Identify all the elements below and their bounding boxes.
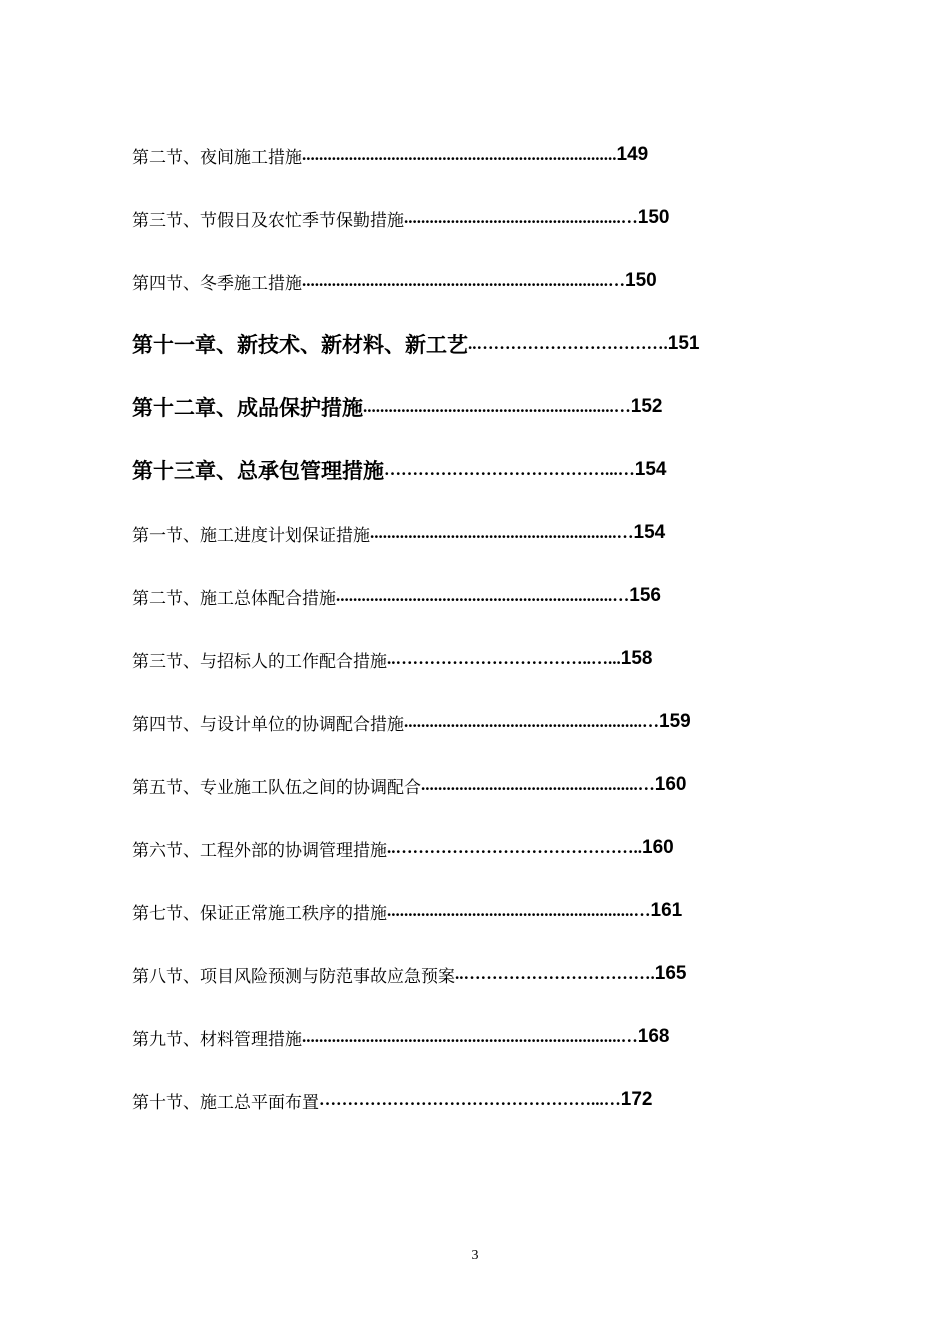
toc-entry-page: 165 <box>654 963 687 984</box>
toc-entry-leader: ...........................................................................… <box>302 1027 638 1046</box>
toc-entry-page: 156 <box>629 585 661 606</box>
toc-entry-title: 第十三章、总承包管理措施 <box>132 459 384 483</box>
toc-entry-page: 158 <box>620 648 653 669</box>
toc-entry-page: 151 <box>667 333 700 354</box>
toc-entry-leader: ........................................................… <box>404 712 659 731</box>
toc-entry[interactable] <box>132 581 661 611</box>
toc-entry-leader: ........................................................................… <box>302 271 625 290</box>
toc-entry-title: 第四节、冬季施工措施 <box>132 273 302 294</box>
toc-entry-page: 161 <box>650 900 683 921</box>
toc-entry[interactable] <box>132 896 682 926</box>
toc-entry-leader: …………………………………………...… <box>319 1090 621 1109</box>
toc-entry-page: 152 <box>630 396 663 417</box>
page-number: 3 <box>471 1248 479 1263</box>
toc-entry[interactable] <box>132 707 691 737</box>
toc-entry-title: 第六节、工程外部的协调管理措施 <box>132 840 387 861</box>
toc-entry-leader: .................................................................… <box>336 586 630 605</box>
toc-entry-title: 第二节、施工总体配合措施 <box>132 588 336 609</box>
toc-entry-title: 第九节、材料管理措施 <box>132 1029 302 1050</box>
toc-entry-leader: ..........................................................… <box>370 523 634 542</box>
toc-entry-title: 第四节、与设计单位的协调配合措施 <box>132 714 404 735</box>
toc-entry-title: 第八节、项目风险预测与防范事故应急预案 <box>132 966 455 987</box>
toc-entry-page: 159 <box>659 711 691 732</box>
toc-entry-page: 154 <box>634 459 667 480</box>
toc-chapter-entry[interactable] <box>132 329 699 359</box>
toc-entry-page: 149 <box>616 144 649 165</box>
toc-entry-leader: ..……………………………..…... <box>387 649 621 668</box>
toc-entry-title: 第五节、专业施工队伍之间的协调配合 <box>132 777 421 798</box>
toc-entry-page: 150 <box>637 207 670 228</box>
toc-entry-title: 第一节、施工进度计划保证措施 <box>132 525 370 546</box>
toc-entry-leader: .......................................................................... <box>302 145 617 164</box>
toc-entry-title: 第十一章、新技术、新材料、新工艺 <box>132 333 468 357</box>
toc-entry-title: 第七节、保证正常施工秩序的措施 <box>132 903 387 924</box>
toc-entry[interactable] <box>132 140 648 170</box>
toc-entry-leader: ..........................................................… <box>387 901 651 920</box>
toc-entry-title: 第十节、施工总平面布置 <box>132 1092 319 1113</box>
toc-chapter-entry[interactable] <box>132 455 666 485</box>
toc-entry-page: 150 <box>625 270 657 291</box>
toc-entry[interactable] <box>132 266 657 296</box>
toc-entry-title: 第二节、夜间施工措施 <box>132 147 302 168</box>
toc-entry[interactable] <box>132 1022 669 1052</box>
toc-entry[interactable] <box>132 644 652 674</box>
toc-entry[interactable] <box>132 959 686 989</box>
toc-entry-leader: ..……………………………. <box>468 334 668 353</box>
toc-entry[interactable] <box>132 1085 652 1115</box>
toc-entry[interactable] <box>132 518 665 548</box>
toc-entry-page: 160 <box>654 774 687 795</box>
toc-entry-leader: ...................................................… <box>421 775 655 794</box>
toc-entry[interactable] <box>132 770 686 800</box>
toc-entry[interactable] <box>132 203 669 233</box>
toc-entry-page: 168 <box>637 1026 670 1047</box>
toc-entry[interactable] <box>132 833 674 863</box>
toc-entry-title: 第三节、与招标人的工作配合措施 <box>132 651 387 672</box>
toc-entry-leader: ..…………………………………….. <box>387 838 642 857</box>
toc-entry-title: 第十二章、成品保护措施 <box>132 396 363 420</box>
toc-entry-leader: ...................................................… <box>404 208 638 227</box>
toc-entry-page: 154 <box>633 522 666 543</box>
toc-entry-title: 第三节、节假日及农忙季节保勤措施 <box>132 210 404 231</box>
toc-entry-leader: ...........................................................… <box>363 397 631 416</box>
toc-entry-leader: ..……………………………. <box>455 964 655 983</box>
toc-chapter-entry[interactable] <box>132 392 662 422</box>
toc-entry-page: 160 <box>642 837 674 858</box>
toc-entry-page: 172 <box>620 1089 653 1110</box>
toc-entry-leader: …………………………………...… <box>384 460 635 479</box>
